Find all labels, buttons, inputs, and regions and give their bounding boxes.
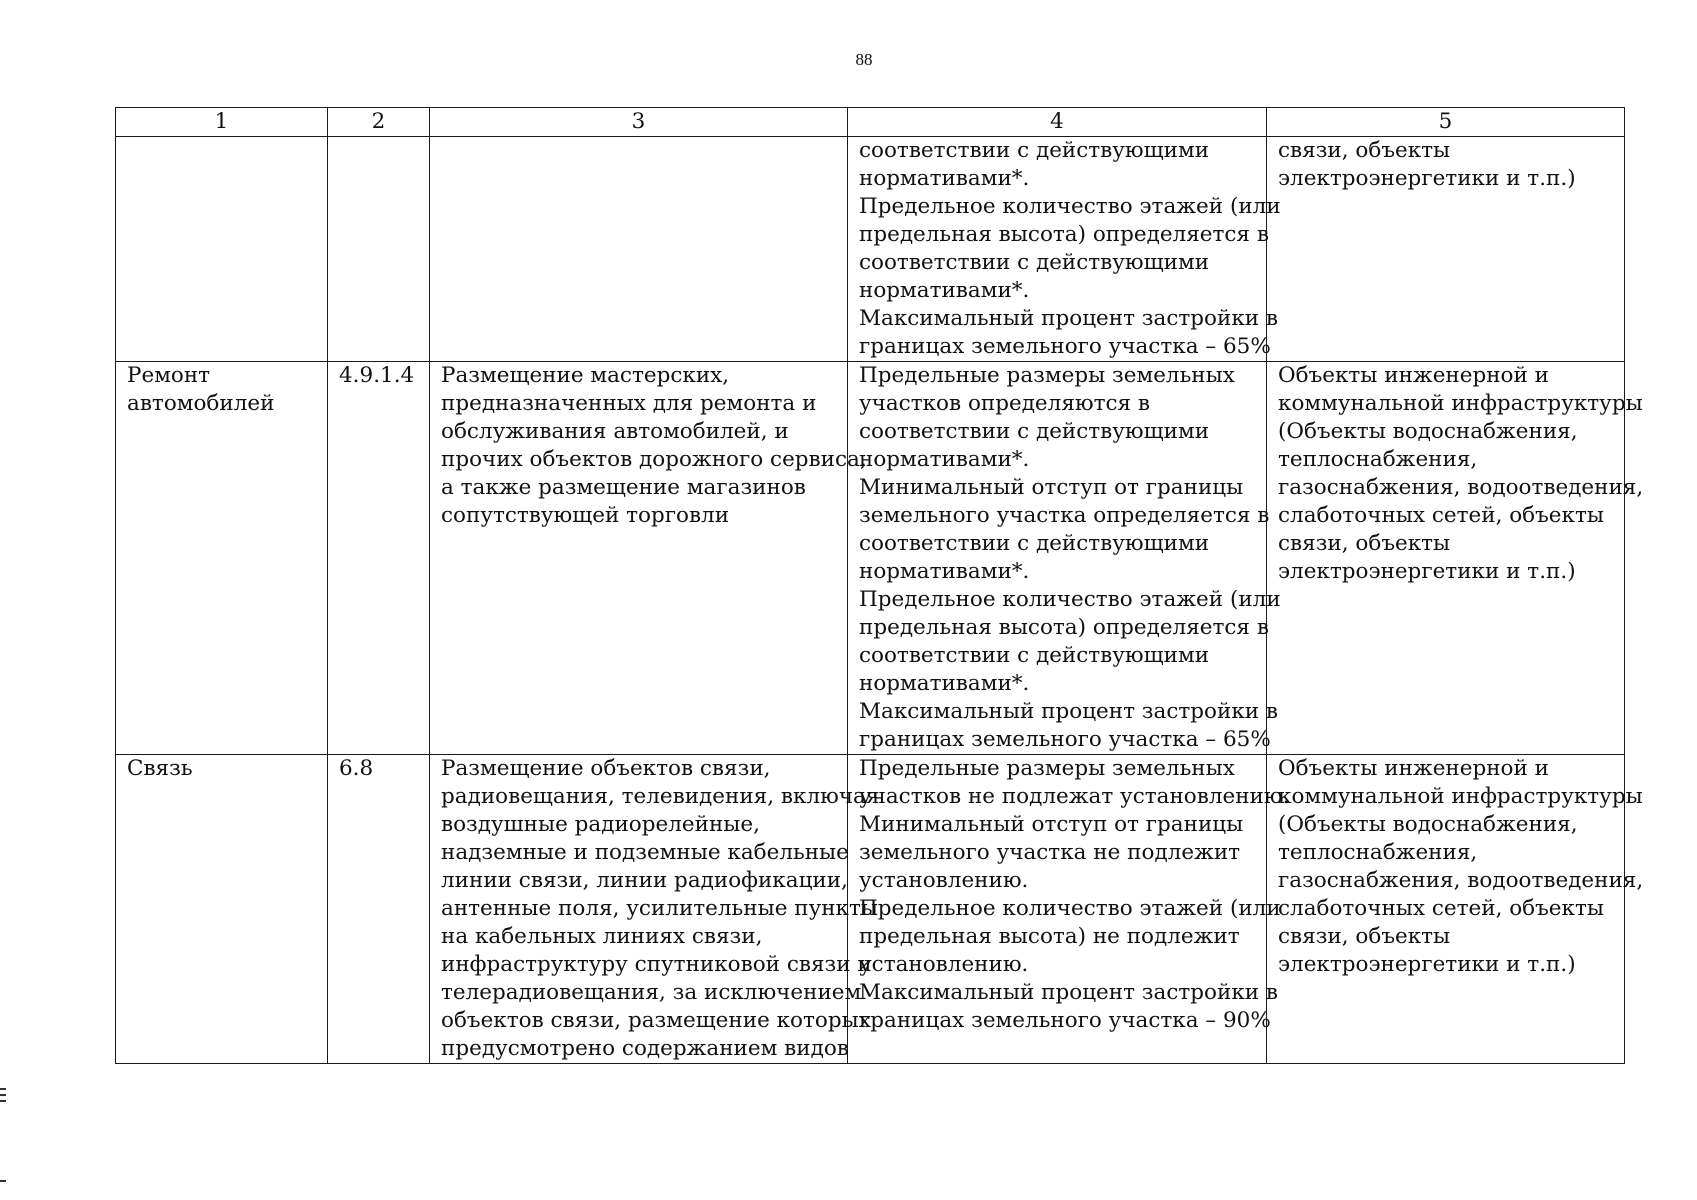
cell-line: установлению.: [859, 952, 1029, 977]
use-code-cell: 6.8: [328, 755, 430, 1064]
cell-line: Предельное количество этажей (или: [859, 896, 1281, 921]
cell-line: соответствии с действующими: [859, 250, 1210, 275]
use-description-cell: [430, 755, 880, 1064]
use-code-cell: [328, 137, 430, 362]
cell-line: границах земельного участка – 65%: [859, 727, 1271, 752]
cell-line: автомобилей: [127, 391, 275, 416]
cell-line: радиовещания, телевидения, включая: [441, 784, 880, 809]
cell-line: теплоснабжения,: [1278, 447, 1478, 472]
cell-line: Размещение объектов связи,: [441, 756, 771, 781]
cell-line: электроэнергетики и т.п.): [1278, 166, 1576, 191]
cell-line: связи, объекты: [1278, 138, 1451, 163]
cell-line: электроэнергетики и т.п.): [1278, 559, 1576, 584]
cell-line: нормативами*.: [859, 278, 1030, 303]
cell-line: сопутствующей торговли: [441, 503, 730, 528]
use-name-cell: [116, 755, 328, 1064]
cell-line: нормативами*.: [859, 671, 1030, 696]
cell-line: Связь: [127, 756, 193, 781]
cell-line: Предельные размеры земельных: [859, 363, 1235, 388]
cell-line: соответствии с действующими: [859, 419, 1210, 444]
page-number: 88: [855, 50, 873, 69]
cell-line: нормативами*.: [859, 447, 1030, 472]
cell-line: границах земельного участка – 90%: [859, 1008, 1271, 1033]
column-header-5: 5: [1267, 108, 1625, 137]
cell-line: теплоснабжения,: [1278, 840, 1478, 865]
cell-line: воздушные радиорелейные,: [441, 812, 760, 837]
cell-line: обслуживания автомобилей, и: [441, 419, 789, 444]
cell-line: электроэнергетики и т.п.): [1278, 952, 1576, 977]
column-header-2: 2: [328, 108, 430, 137]
cell-line: соответствии с действующими: [859, 138, 1210, 163]
cell-line: границах земельного участка – 65%: [859, 334, 1271, 359]
margin-mark: [0, 1100, 6, 1102]
cell-line: слаботочных сетей, объекты: [1278, 896, 1604, 921]
margin-mark: [0, 1094, 6, 1096]
cell-line: соответствии с действующими: [859, 643, 1210, 668]
column-header-1: 1: [116, 108, 328, 137]
cell-line: связи, объекты: [1278, 531, 1451, 556]
use-description-cell: [430, 362, 867, 755]
margin-mark: [0, 1180, 6, 1182]
cell-line: газоснабжения, водоотведения,: [1278, 475, 1644, 500]
cell-line: Минимальный отступ от границы: [859, 812, 1244, 837]
column-header-4: 4: [848, 108, 1267, 137]
parameters-cell: [848, 137, 1281, 362]
table-row: [116, 362, 1625, 755]
cell-line: а также размещение магазинов: [441, 475, 806, 500]
table-row: [116, 137, 1625, 362]
cell-line: телерадиовещания, за исключением: [441, 980, 862, 1005]
cell-line: (Объекты водоснабжения,: [1278, 812, 1578, 837]
cell-line: надземные и подземные кабельные: [441, 840, 849, 865]
cell-line: установлению.: [859, 868, 1029, 893]
objects-cell: [1267, 137, 1625, 362]
cell-line: участков не подлежат установлению.: [859, 784, 1290, 809]
cell-line: Ремонт: [127, 363, 211, 388]
cell-line: прочих объектов дорожного сервиса,: [441, 447, 867, 472]
table-row: [116, 755, 1625, 1064]
cell-line: слаботочных сетей, объекты: [1278, 503, 1604, 528]
cell-line: Объекты инженерной и: [1278, 756, 1549, 781]
cell-line: газоснабжения, водоотведения,: [1278, 868, 1644, 893]
parameters-cell: [848, 755, 1290, 1064]
parameters-cell: [848, 362, 1281, 755]
cell-line: Предельное количество этажей (или: [859, 587, 1281, 612]
cell-line: Минимальный отступ от границы: [859, 475, 1244, 500]
regulations-table: [115, 107, 1644, 1064]
cell-line: предназначенных для ремонта и: [441, 391, 817, 416]
cell-line: предельная высота) определяется в: [859, 222, 1269, 247]
cell-line: Предельное количество этажей (или: [859, 194, 1281, 219]
cell-line: на кабельных линиях связи,: [441, 924, 763, 949]
cell-line: Максимальный процент застройки в: [859, 699, 1279, 724]
cell-line: (Объекты водоснабжения,: [1278, 419, 1578, 444]
use-code-cell: 4.9.1.4: [328, 362, 430, 755]
cell-line: связи, объекты: [1278, 924, 1451, 949]
margin-mark: [0, 1088, 6, 1090]
cell-line: инфраструктуру спутниковой связи и: [441, 952, 872, 977]
cell-line: антенные поля, усилительные пункты: [441, 896, 879, 921]
use-name-cell: [116, 137, 328, 362]
cell-line: Размещение мастерских,: [441, 363, 730, 388]
cell-line: Максимальный процент застройки в: [859, 306, 1279, 331]
cell-line: линии связи, линии радиофикации,: [441, 868, 848, 893]
cell-line: коммунальной инфраструктуры: [1278, 784, 1643, 809]
cell-line: Предельные размеры земельных: [859, 756, 1235, 781]
cell-line: предельная высота) определяется в: [859, 615, 1269, 640]
cell-line: предельная высота) не подлежит: [859, 924, 1240, 949]
cell-line: нормативами*.: [859, 559, 1030, 584]
cell-line: земельного участка не подлежит: [859, 840, 1241, 865]
objects-cell: [1267, 362, 1644, 755]
objects-cell: [1267, 755, 1644, 1064]
cell-line: объектов связи, размещение которых: [441, 1008, 871, 1033]
cell-line: предусмотрено содержанием видов: [441, 1036, 849, 1061]
cell-line: участков определяются в: [859, 391, 1151, 416]
cell-line: Объекты инженерной и: [1278, 363, 1549, 388]
use-description-cell: [430, 137, 848, 362]
cell-line: соответствии с действующими: [859, 531, 1210, 556]
cell-line: коммунальной инфраструктуры: [1278, 391, 1643, 416]
cell-line: Максимальный процент застройки в: [859, 980, 1279, 1005]
column-header-3: 3: [430, 108, 848, 137]
cell-line: нормативами*.: [859, 166, 1030, 191]
cell-line: земельного участка определяется в: [859, 503, 1270, 528]
table-header-row: [116, 108, 1625, 137]
use-name-cell: [116, 362, 328, 755]
